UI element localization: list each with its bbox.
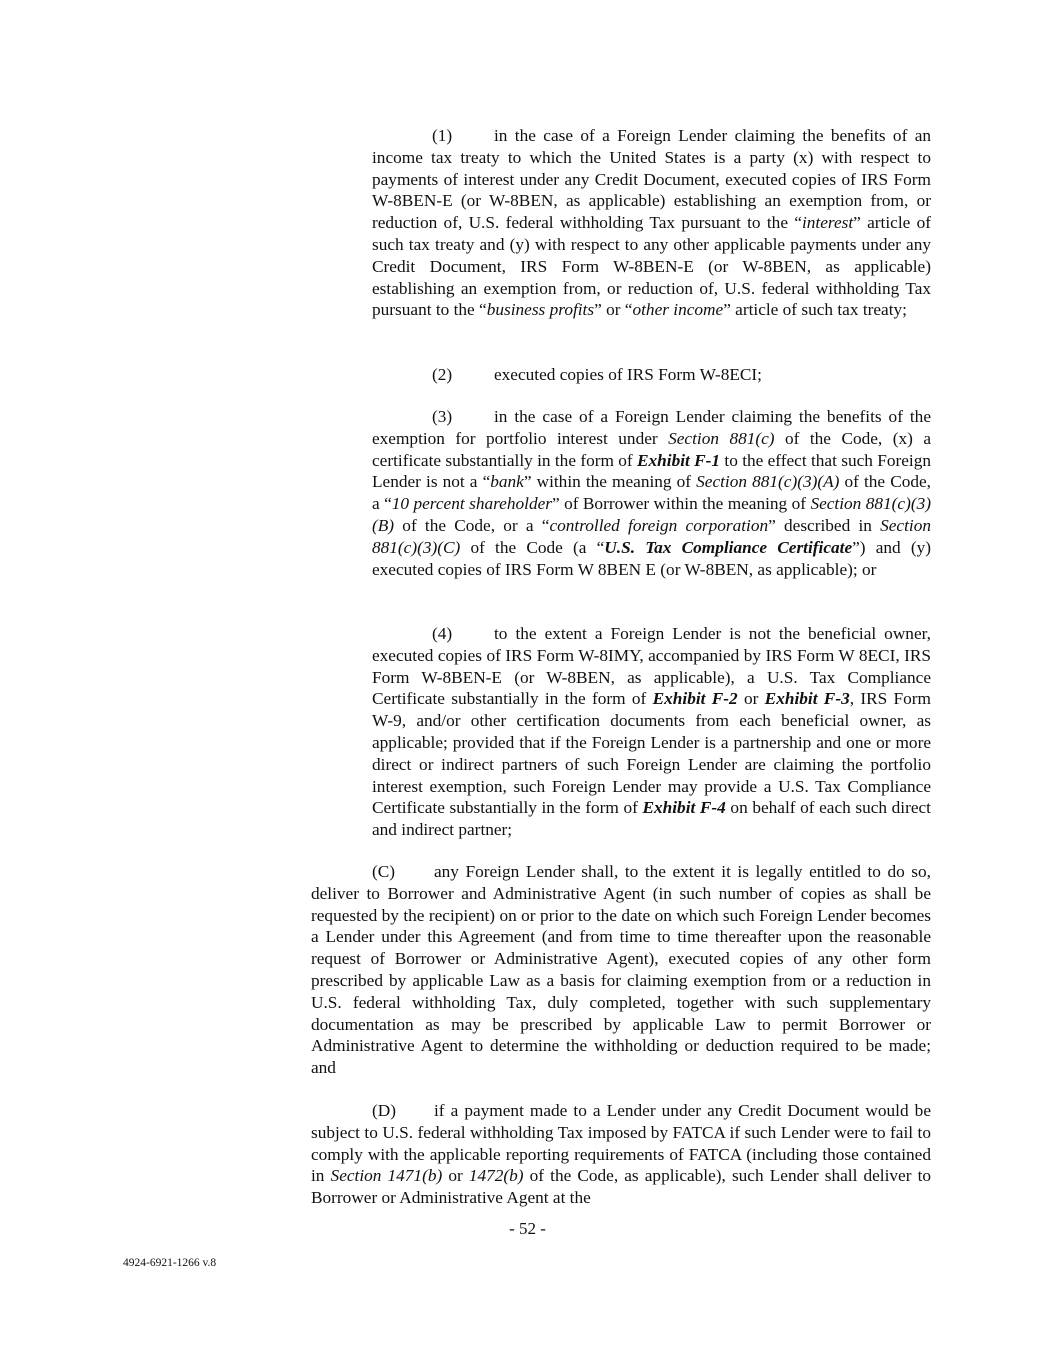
text-run: or [442,1166,469,1186]
text-run: in the case of a Foreign Lender claiming the benefits of the exemption for portfolio interest under [372,407,931,448]
text-run: ”) and (y) executed copies of IRS Form W 8BEN E (or W-8BEN, as applicable); or [372,537,931,579]
text-run: ” of Borrower within the meaning of [551,494,811,514]
paragraph-number: (1) [432,126,453,145]
text-run: or [737,689,765,709]
text-run: of the Code, or a “ [394,515,550,535]
italic-term: bank [490,472,524,492]
italic-term: Section 881(c)(3)(A) [696,472,840,492]
text-run: executed copies of IRS Form W-8ECI; [494,365,762,384]
italic-term: business profits [486,300,595,320]
paragraph-4 [372,623,931,841]
text-run: in the case of a Foreign Lender claiming the benefits of an income tax treaty to which the United States is a party (x) with respect to payments of interest under any Credit Document, executed copies of IRS Form W-8BEN-E (or W-8BEN, as applicable) establishing an exemption from, or reduction of, U.S. federal withholding Tax pursuant to the “ [372,126,931,233]
defined-term: Exhibit F-1 [636,450,721,470]
defined-term: Exhibit F-2 [652,689,738,709]
text-run: of the Code, a “ [372,472,931,514]
paragraph-2 [372,364,931,386]
paragraph-text [311,862,931,1077]
text-run: to the extent a Foreign Lender is not the beneficial owner, executed copies of IRS Form W-8IMY, accompanied by IRS Form W 8ECI, IRS Form W-8BEN-E (or W-8BEN, as applicable), a U.S. Tax Compliance Certificate substantially in the form of [372,624,931,709]
text-run: of the Code, (x) a certificate substantially in the form of [372,428,931,470]
text-run: , IRS Form W-9, and/or other certification documents from each beneficial owner, as applicable; provided that if the Foreign Lender is a partnership and one or more direct or indirect partners of such Foreign Lender are claiming the portfolio interest exemption, such Foreign Lender may provide a U.S. Tax Compliance Certificate substantially in the form of [372,689,931,818]
paragraph-text [494,365,762,384]
text-run: to the effect that such Foreign Lender is not a “ [372,450,931,492]
defined-term: Exhibit F-3 [764,689,850,709]
defined-term: Exhibit F-4 [642,798,726,818]
text-run: ” within the meaning of [523,472,697,492]
italic-term: Section 1471(b) [330,1166,443,1186]
document-id: 4924-6921-1266 v.8 [123,1257,217,1269]
italic-term: Section 881(c) [668,428,775,448]
italic-term: Section 881(c)(3)(C) [372,515,931,557]
text-run: ” article of such tax treaty and (y) with respect to any other applicable payments under any Credit Document, IRS Form W-8BEN-E (or W-8BEN, as applicable) establishing an exemption from, or reduction of, U.S. federal withholding Tax pursuant to the “ [372,213,931,320]
text-run: on behalf of each such direct and indirect partner; [372,798,931,840]
paragraph-number: (2) [432,365,453,384]
paragraph-1 [372,125,931,321]
paragraph-text [372,126,931,319]
defined-term: U.S. Tax Compliance Certificate [604,537,853,557]
text-run: if a payment made to a Lender under any Credit Document would be subject to U.S. federal withholding Tax imposed by FATCA if such Lender were to fail to comply with the applicable reporting requirements of FATCA (including those contained in [311,1101,931,1186]
text-run: any Foreign Lender shall, to the extent it is legally entitled to do so, deliver to Borrower and Administrative Agent (in such number of copies as shall be requested by the recipient) on or prior to the date on which such Foreign Lender becomes a Lender under this Agreement (and from time to time thereafter upon the reasonable request of Borrower or Administrative Agent), executed copies of any other form prescribed by applicable Law as a basis for claiming exemption from or a reduction in U.S. federal withholding Tax, duly completed, together with such supplementary documentation as may be prescribed by applicable Law to permit Borrower or Administrative Agent to determine the withholding or deduction required to be made; and [311,862,931,1078]
italic-term: other income [632,300,724,320]
paragraph-3 [372,406,931,580]
italic-term: Section 881(c)(3)(B) [372,494,931,535]
paragraph-number: (3) [432,407,453,426]
text-run: ” or “ [594,300,633,320]
text-run: of the Code, as applicable), such Lender shall deliver to Borrower or Administrative Agent at the [311,1166,932,1208]
italic-term: interest [801,213,854,233]
text-run: of the Code (a “ [460,537,605,557]
paragraph-text [372,407,931,579]
text-run: ” described in [768,515,881,535]
page-number: - 52 - [509,1219,546,1238]
paragraph-number: (D) [372,1101,396,1120]
paragraph-number: (C) [372,862,396,881]
paragraph-c [311,861,931,1079]
italic-term: 1472(b) [468,1166,524,1186]
italic-term: 10 percent shareholder [391,494,552,514]
paragraph-number: (4) [432,624,453,643]
italic-term: controlled foreign corporation [549,515,769,535]
text-run: ” article of such tax treaty; [723,300,907,320]
paragraph-d [311,1100,931,1209]
paragraph-text [372,624,931,839]
